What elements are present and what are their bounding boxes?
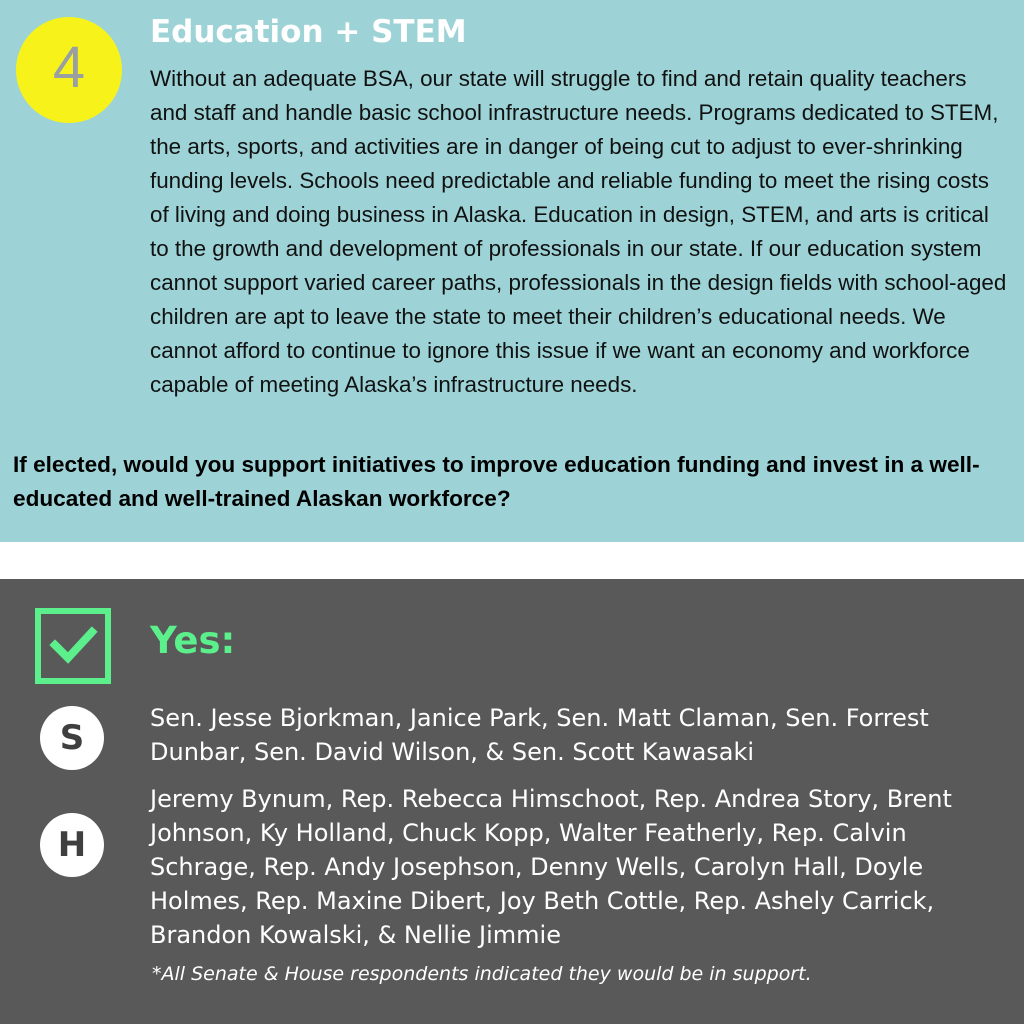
checkmark-icon [41, 614, 105, 678]
checkbox-checked-icon [35, 608, 111, 684]
response-section [0, 579, 1024, 1024]
issue-title: Education + STEM [150, 14, 467, 50]
response-label: Yes: [150, 619, 236, 662]
senate-badge-letter: S [59, 718, 85, 758]
footnote: *All Senate & House respondents indicated they would be in support. [152, 963, 812, 985]
issue-number: 4 [52, 35, 86, 100]
candidate-question: If elected, would you support initiatives to improve education funding and invest in a well-educated and well-trained Alaskan workforce? [13, 452, 980, 511]
house-badge-icon [40, 813, 104, 877]
house-badge-letter: H [57, 825, 87, 865]
senate-badge-icon [40, 706, 104, 770]
house-respondents: Jeremy Bynum, Rep. Rebecca Himschoot, Rep. Andrea Story, Brent Johnson, Ky Holland, Chuck Kopp, Walter Featherly, Rep. Calvin Schrage, Rep. Andy Josephson, Denny Wells, Carolyn Hall, Doyle Holmes, Rep. Maxine Dibert, Joy Beth Cottle, Rep. Ashely Carrick, Brandon Kowalski, & Nellie Jimmie [150, 785, 952, 949]
issue-number-badge [16, 17, 122, 123]
issue-description: Without an adequate BSA, our state will struggle to find and retain quality teachers and staff and handle basic school infrastructure needs. Programs dedicated to STEM, the arts, sports, and activities are in danger of being cut to adjust to ever-shrinking funding levels. Schools need predictable and reliable funding to meet the rising costs of living and doing business in Alaska. Education in design, STEM, and arts is critical to the growth and development of professionals in our state. If our education system cannot support varied career paths, professionals in the design fields with school-aged children are apt to leave the state to meet their children’s educational needs. We cannot afford to continue to ignore this issue if we want an economy and workforce capable of meeting Alaska’s infrastructure needs. [150, 66, 1007, 397]
senate-respondents: Sen. Jesse Bjorkman, Janice Park, Sen. Matt Claman, Sen. Forrest Dunbar, Sen. David Wilson, & Sen. Scott Kawasaki [150, 704, 929, 766]
